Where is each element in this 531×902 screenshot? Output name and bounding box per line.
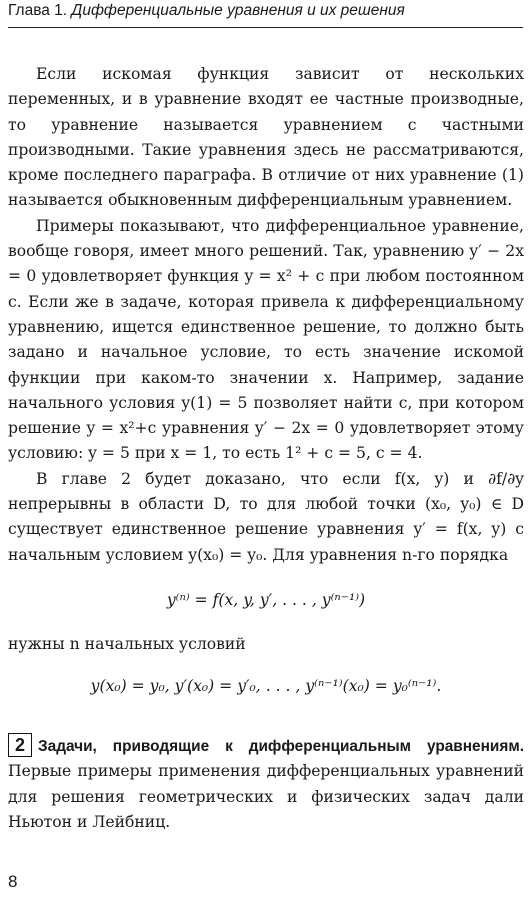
paragraph-initial-conditions: нужны n начальных условий <box>8 634 246 653</box>
page-number: 8 <box>8 872 18 891</box>
section-title: Задачи, приводящие к дифференциальным уравнениям. <box>38 738 524 755</box>
paragraph-existence-theorem: В главе 2 будет доказано, что если f(x, y) и ∂f/∂y непрерывны в области D, то для любой точки (x₀, y₀) ∈ D существует единственное решение уравнения y′ = f(x, y) с начальным условием y(x₀) = y₀. Для уравнения n-го порядка <box>8 469 524 564</box>
paragraph-partial-derivatives: Если искомая функция зависит от нескольких переменных, и в уравнение входят ее частные производные, то уравнение называется уравнением с частными производными. Такие уравнения здесь не рассматриваются, кроме последнего параграфа. В отличие от них уравнение (1) называется обыкновенным дифференциальным уравнением. <box>8 65 524 210</box>
section-2 <box>8 733 524 835</box>
formula-nth-order-equation: y⁽ⁿ⁾ = f(x, y, y′, . . . , y⁽ⁿ⁻¹⁾) <box>166 590 366 609</box>
chapter-title: Дифференциальные уравнения и их решения <box>71 2 405 19</box>
section-number: 2 <box>8 733 32 757</box>
page-body <box>8 62 524 715</box>
chapter-label: Глава 1. <box>8 2 68 19</box>
section-text: Первые примеры применения дифференциальных уравнений для решения геометрических и физических задач дали Ньютон и Лейбниц. <box>8 762 524 831</box>
paragraph-examples: Примеры показывают, что дифференциальное уравнение, вообще говоря, имеет много решений. Так, уравнению y′ − 2x = 0 удовлетворяет функция y = x² + c при любом постоянном c. Если же в задаче, которая привела к дифференциальному уравнению, ищется единственное решение, то должно быть задано и начальное условие, то есть значение искомой функции при каком-то значении x. Например, задание начального условия y(1) = 5 позволяет найти c, при котором решение y = x²+c уравнения y′ − 2x = 0 удовлетворяет этому условию: y = 5 при x = 1, то есть 1² + c = 5, c = 4. <box>8 216 524 463</box>
running-header <box>8 2 523 28</box>
formula-initial-conditions: y(x₀) = y₀, y′(x₀) = y′₀, . . . , y⁽ⁿ⁻¹⁾(x₀) = y₀⁽ⁿ⁻¹⁾. <box>90 677 442 696</box>
